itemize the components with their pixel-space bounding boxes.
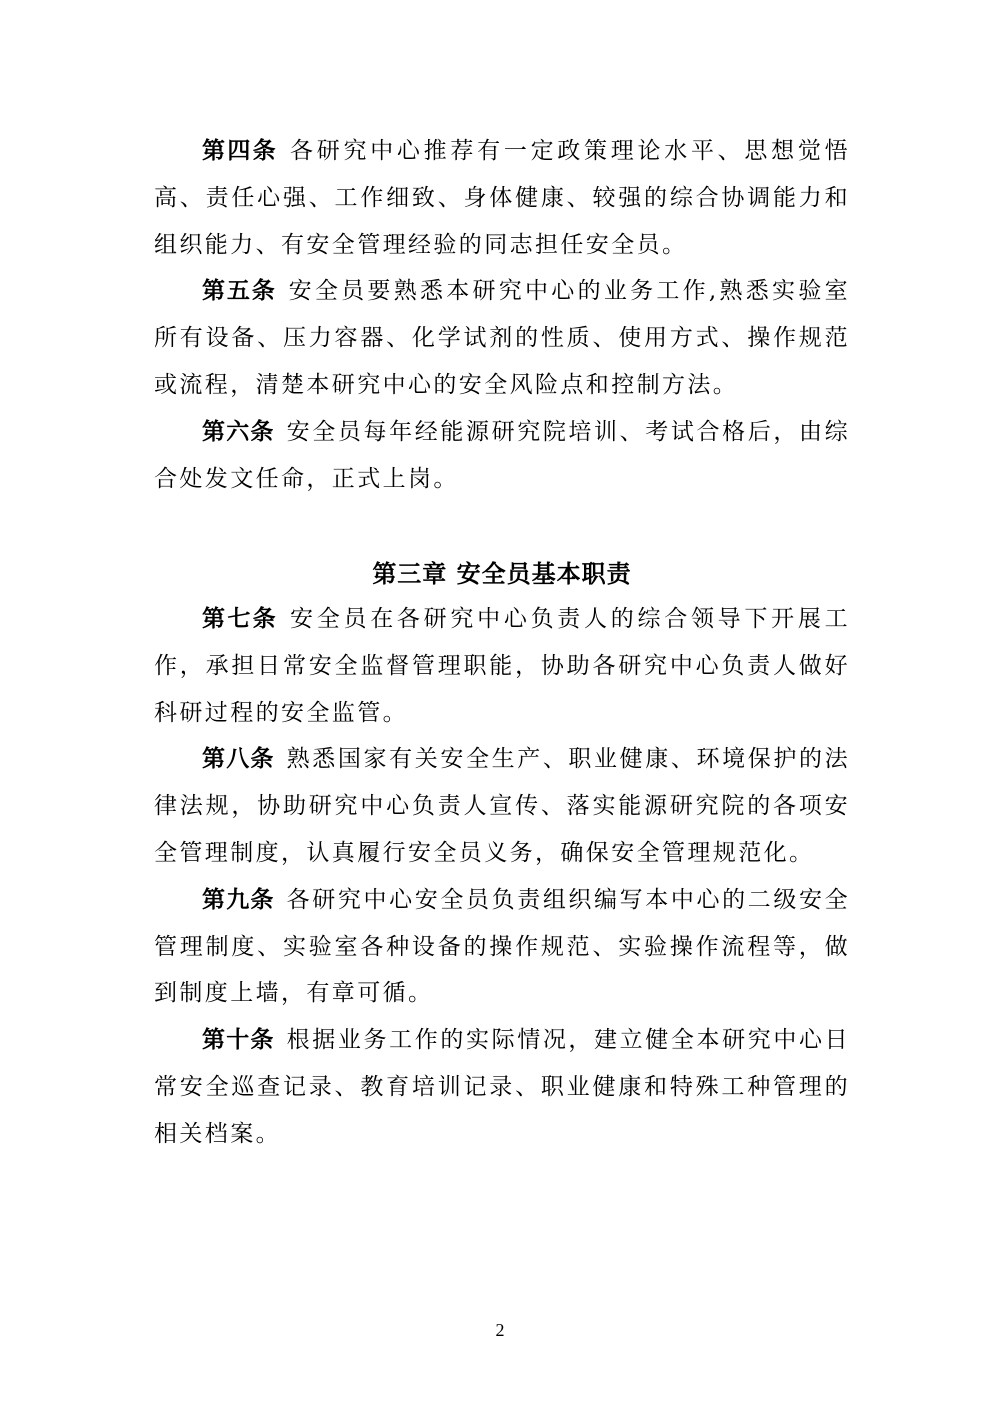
articles-section-chapter-3 (154, 596, 850, 1158)
article-10-text: 根据业务工作的实际情况，建立健全本研究中心日常安全巡查记录、教育培训记录、职业健康和特殊工种管理的相关档案。 (154, 1027, 850, 1147)
article-8-label: 第八条 (202, 746, 275, 773)
article-8 (154, 736, 850, 876)
article-7 (154, 596, 850, 736)
article-7-label: 第七条 (202, 606, 278, 632)
article-9 (154, 877, 850, 1017)
article-5-text: 安全员要熟悉本研究中心的业务工作,熟悉实验室所有设备、压力容器、化学试剂的性质、使用方式、操作规范或流程，清楚本研究中心的安全风险点和控制方法。 (154, 278, 850, 398)
article-6 (154, 409, 850, 503)
page-number: 2 (495, 1320, 505, 1340)
article-9-label: 第九条 (202, 886, 275, 913)
article-6-label: 第六条 (202, 418, 275, 445)
article-6-text: 安全员每年经能源研究院培训、考试合格后，由综合处发文任命，正式上岗。 (154, 418, 850, 492)
article-8-text: 熟悉国家有关安全生产、职业健康、环境保护的法律法规，协助研究中心负责人宣传、落实能源研究院的各项安全管理制度，认真履行安全员义务，确保安全管理规范化。 (154, 746, 850, 866)
article-10-label: 第十条 (202, 1027, 275, 1054)
article-4-label: 第四条 (202, 138, 278, 164)
article-5 (154, 268, 850, 408)
chapter-title: 第三章 安全员基本职责 (372, 560, 632, 588)
article-4 (154, 128, 850, 268)
article-9-text: 各研究中心安全员负责组织编写本中心的二级安全管理制度、实验室各种设备的操作规范、实验操作流程等，做到制度上墙，有章可循。 (154, 886, 850, 1007)
article-7-text: 安全员在各研究中心负责人的综合领导下开展工作，承担日常安全监督管理职能，协助各研究中心负责人做好科研过程的安全监管。 (154, 606, 851, 726)
articles-section-before-chapter (154, 128, 850, 502)
article-5-label: 第五条 (202, 278, 277, 305)
article-10 (154, 1017, 850, 1157)
article-4-text: 各研究中心推荐有一定政策理论水平、思想觉悟高、责任心强、工作细致、身体健康、较强的综合协调能力和组织能力、有安全管理经验的同志担任安全员。 (154, 138, 851, 258)
